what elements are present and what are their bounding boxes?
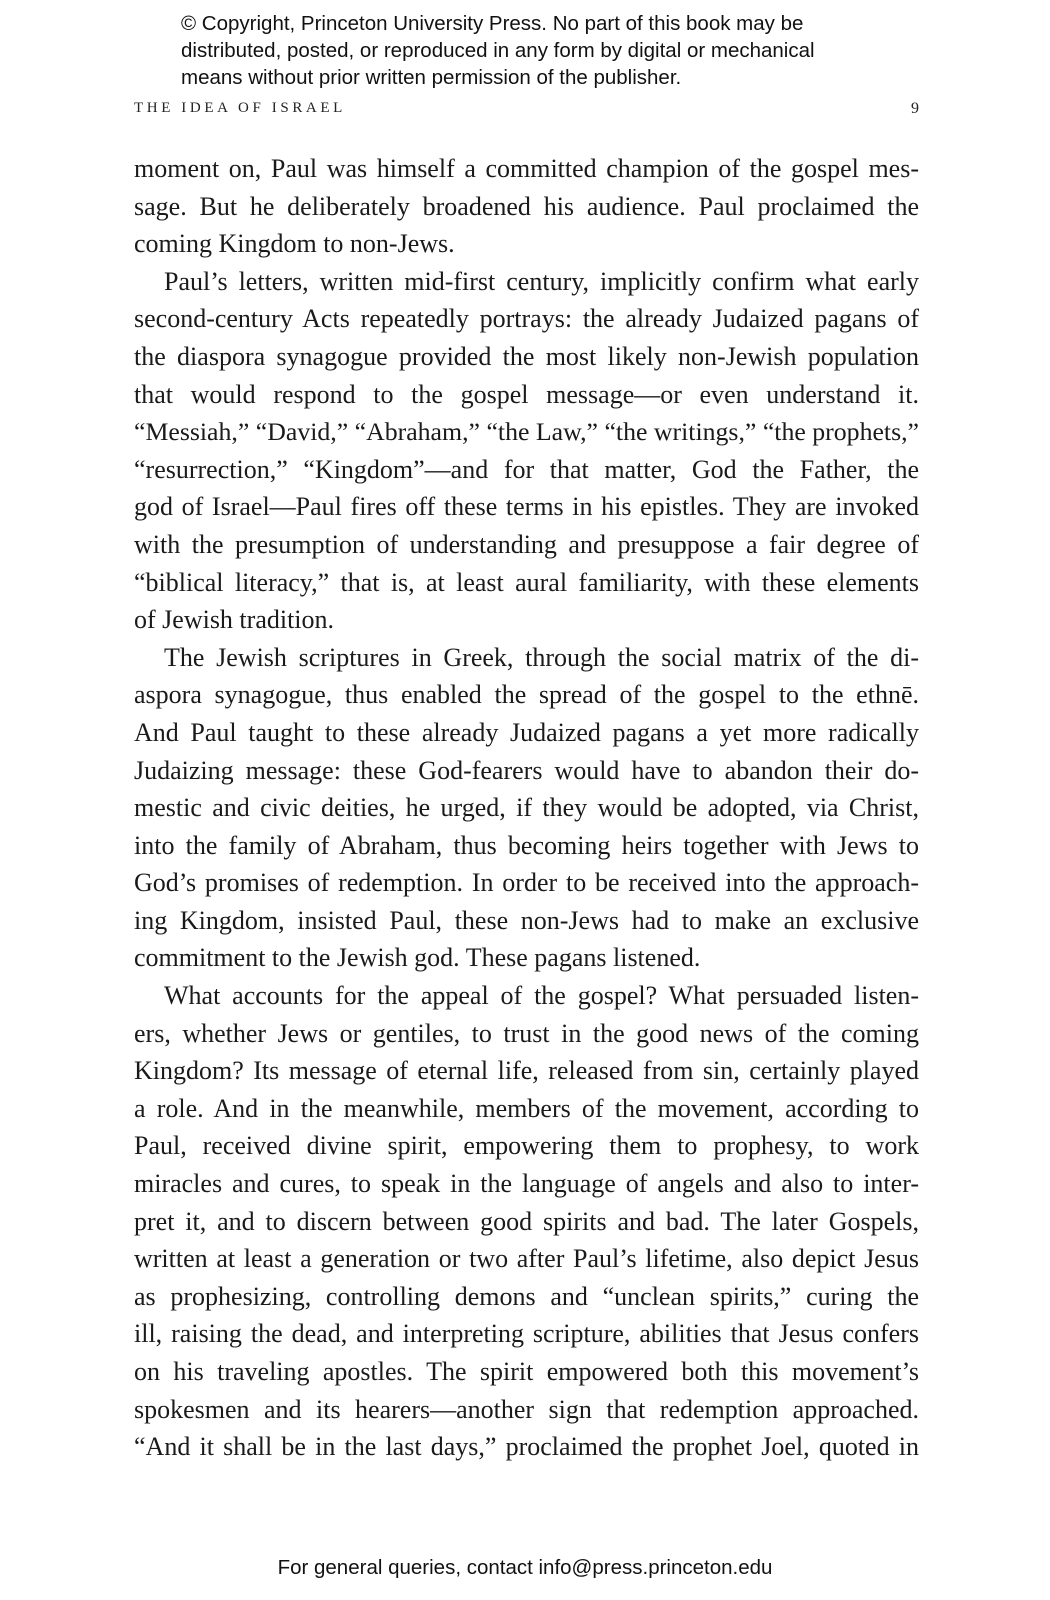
text-line: “And it shall be in the last days,” proclaimed the prophet Joel, quoted in: [134, 1432, 919, 1462]
running-head: [134, 100, 919, 122]
text-line: Kingdom? Its message of eternal life, released from sin, certainly played: [134, 1056, 919, 1086]
text-line: of Jewish tradition.: [134, 605, 335, 635]
text-line: “biblical literacy,” that is, at least aural familiarity, with these elements: [134, 567, 919, 597]
text-line: Judaizing message: these God-fearers would have to abandon their do-: [134, 755, 919, 785]
text-line: “Messiah,” “David,” “Abraham,” “the Law,” “the writings,” “the prophets,”: [134, 417, 919, 447]
body-text: [134, 150, 919, 1466]
paragraph: [134, 639, 919, 977]
text-line: miracles and cures, to speak in the language of angels and also to inter-: [134, 1169, 919, 1199]
text-line: commitment to the Jewish god. These pagans listened.: [134, 943, 701, 973]
text-line: aspora synagogue, thus enabled the spread of the gospel to the ethnē.: [134, 680, 919, 710]
text-line: on his traveling apostles. The spirit empowered both this movement’s: [134, 1357, 919, 1386]
text-line: The Jewish scriptures in Greek, through the social matrix of the di-: [164, 642, 919, 672]
text-line: ers, whether Jews or gentiles, to trust in the good news of the coming: [134, 1018, 919, 1048]
text-line: into the family of Abraham, thus becoming heirs together with Jews to: [134, 830, 919, 860]
text-line: God’s promises of redemption. In order to be received into the approach-: [134, 868, 919, 898]
text-line: “resurrection,” “Kingdom”—and for that matter, God the Father, the: [134, 454, 919, 484]
text-line: the diaspora synagogue provided the most likely non-Jewish population: [134, 341, 919, 371]
paragraph: [134, 263, 919, 639]
paragraph: [134, 977, 919, 1466]
text-line: moment on, Paul was himself a committed champion of the gospel mes-: [134, 154, 919, 183]
text-line: with the presumption of understanding and presuppose a fair degree of: [134, 529, 919, 559]
text-line: pret it, and to discern between good spirits and bad. The later Gospels,: [134, 1206, 919, 1236]
text-line: And Paul taught to these already Judaized pagans a yet more radically: [134, 717, 919, 747]
text-line: god of Israel—Paul fires off these terms in his epistles. They are invoked: [134, 492, 919, 522]
paragraph: [134, 150, 919, 263]
text-line: coming Kingdom to non-Jews.: [134, 229, 455, 259]
text-line: a role. And in the meanwhile, members of the movement, according to: [134, 1093, 919, 1123]
text-line: Paul’s letters, written mid-first century, implicitly confirm what early: [164, 266, 919, 296]
footer-contact: For general queries, contact info@press.princeton.edu: [277, 1556, 773, 1579]
copyright-line: distributed, posted, or reproduced in any form by digital or mechanical: [181, 39, 815, 62]
copyright-line: © Copyright, Princeton University Press. No part of this book may be: [181, 12, 804, 35]
copyright-line: means without prior written permission of the publisher.: [181, 66, 682, 89]
copyright-notice: [181, 10, 901, 91]
text-line: What accounts for the appeal of the gospel? What persuaded listen-: [164, 981, 919, 1011]
text-line: that would respond to the gospel message—or even understand it.: [134, 379, 919, 409]
text-line: spokesmen and its hearers—another sign that redemption approached.: [134, 1394, 919, 1424]
text-line: sage. But he deliberately broadened his audience. Paul proclaimed the: [134, 191, 919, 221]
text-line: as prophesizing, controlling demons and “unclean spirits,” curing the: [134, 1281, 919, 1311]
text-line: written at least a generation or two after Paul’s lifetime, also depict Jesus: [134, 1244, 919, 1274]
text-line: mestic and civic deities, he urged, if they would be adopted, via Christ,: [134, 793, 919, 823]
text-line: ing Kingdom, insisted Paul, these non-Jews had to make an exclusive: [134, 905, 919, 935]
page-number: 9: [911, 100, 919, 117]
text-line: Paul, received divine spirit, empowering them to prophesy, to work: [134, 1131, 919, 1161]
running-title: THE IDEA OF ISRAEL: [134, 100, 346, 116]
text-line: second-century Acts repeatedly portrays: the already Judaized pagans of: [134, 304, 919, 334]
text-line: ill, raising the dead, and interpreting scripture, abilities that Jesus confers: [134, 1319, 919, 1349]
